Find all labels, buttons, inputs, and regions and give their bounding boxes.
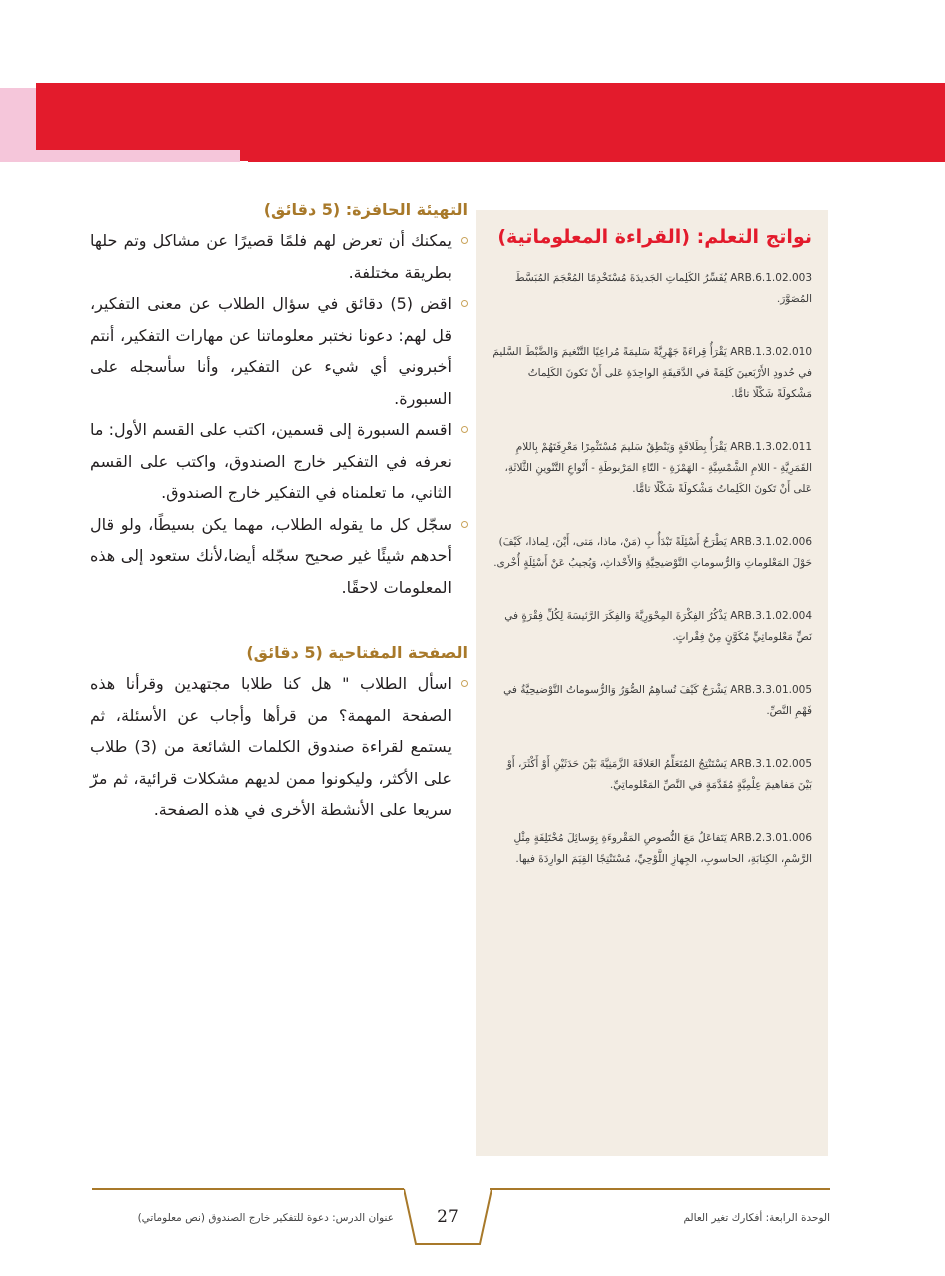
outcome-item [490,680,812,722]
bullet-circle-icon [461,237,468,244]
list-item [90,414,468,509]
outcome-item [490,437,812,500]
outcome-code: ARB.3.1.02.006 [730,536,812,548]
outcome-code: ARB.3.1.02.005 [730,758,812,770]
main-content [90,200,468,826]
list-item [90,225,468,288]
outcome-code: ARB.2.3.01.006 [730,832,812,844]
outcome-text: يَسْتَنْتِجُ المُتَعَلِّمُ العَلاقَةَ الزَّمَنِيَّةَ بَيْنَ حَدَثَيْنِ أَوْ أَكْثَرَ، أَوْ بَيْنَ مَفاهيمَ عِلْمِيَّةٍ مُقَدَّمَةٍ في النَّصِّ المَعْلوماتِيِّ. [506,758,812,791]
key-page-list [90,668,468,826]
outcome-item [490,342,812,405]
learning-outcomes-title: نواتج التعلم: (القراءة المعلوماتية) [497,226,812,248]
outcome-item [490,606,812,648]
outcome-text: يَذْكُرُ الفِكْرَةَ المِحْوَرِيَّةَ وَالفِكَرَ الرَّئيسَةَ لِكُلِّ فِقْرَةٍ في نَصٍّ مَعْلوماتِيٍّ مُكَوَّنٍ مِنْ فِقْراتٍ. [504,610,812,643]
list-item-text: يمكنك أن تعرض لهم فلمًا قصيرًا عن مشاكل وتم حلها بطريقة مختلفة. [90,231,452,282]
outcome-text: يَشْرَحُ كَيْفَ تُساهِمُ الصُّوَرُ وَالرُّسوماتُ التَّوْضيحِيَّةُ في فَهْمِ النَّصِّ. [503,684,812,717]
outcome-text: يَتَفاعَلُ مَعَ النُّصوصِ المَقْروءَةِ بِوَسائِلَ مُخْتَلِفَةٍ مِثْلِ الرَّسْمِ، الكِتابَةِ، الحاسوبِ، الجِهازِ اللَّوْحِيِّ، مُسْتَنْتِجًا القِيَمَ الوارِدَةَ فيها. [513,832,812,865]
outcome-text: يَطْرَحُ أَسْئِلَةً تَبْدَأُ بِ (مَنْ، ماذا، مَتى، أَيْنَ، لِماذا، كَيْفَ) حَوْلَ المَعْلوماتِ وَالرُّسوماتِ التَّوْضيحِيَّةِ وَالأَحْداثِ، وَيُجيبُ عَنْ أَسْئِلَةٍ أُخْرى. [493,536,812,569]
key-page-title: الصفحة المفتاحية (5 دقائق) [246,643,468,662]
bullet-circle-icon [461,680,468,687]
outcome-item [490,828,812,870]
list-item [90,509,468,604]
outcome-code: ARB.3.3.01.005 [730,684,812,696]
outcomes-list [490,268,812,870]
list-item [90,288,468,414]
banner-pink-bottom-left [0,150,240,162]
outcome-item [490,268,812,310]
bullet-circle-icon [461,300,468,307]
outcome-code: ARB.1.3.02.011 [730,441,812,453]
outcome-code: ARB.6.1.02.003 [730,272,812,284]
list-item [90,668,468,826]
footer-rule-left [92,1188,404,1190]
list-item-text: اسأل الطلاب " هل كنا طلابا مجتهدين وقرأنا هذه الصفحة المهمة؟ من قرأها وأجاب عن الأسئلة، ثم يستمع لقراءة صندوق الكلمات الشائعة من (3) طلاب على الأكثر، وليكونوا ممن لديهم مشكلات قرائية، ثم مرّ سريعا على الأنشطة الأخرى في هذه الصفحة. [90,674,452,819]
outcome-text: يَقْرَأُ بِطَلاقَةٍ وَيَنْطِقُ سَليمَ مُسْتَثْمِرًا مَعْرِفَتَهُمْ بِاللامِ القَمَرِيَّةِ - اللامِ الشَّمْسِيَّةِ - الهَمْزَةِ - التّاءِ المَرْبوطَةِ - أَنْواعِ التَّنْوينِ الثَّلاثَةِ، عَلى أَنْ تَكونَ الكَلِماتُ مَشْكولَةً شَكْلًا تامًّا. [504,441,812,495]
list-item-text: اقض (5) دقائق في سؤال الطلاب عن معنى التفكير، قل لهم: دعونا نختبر معلوماتنا عن مهارات التفكير، أنتم أخبروني أي شيء عن التفكير، وأنا سأسجله على السبورة. [90,294,452,408]
bullet-circle-icon [461,521,468,528]
bullet-circle-icon [461,426,468,433]
outcome-item [490,532,812,574]
list-item-text: سجّل كل ما يقوله الطلاب، مهما يكن بسيطًا، ولو قال أحدهم شيئًا غير صحيح سجّله أيضا،لأنك ستعود إلى هذه المعلومات لاحقًا. [90,514,452,597]
outcome-item [490,754,812,796]
page-number: 27 [437,1207,459,1227]
banner-red-bottom [248,150,945,162]
outcome-code: ARB.3.1.02.004 [730,610,812,622]
lesson-title: عنوان الدرس: دعوة للتفكير خارج الصندوق (نص معلوماتي) [137,1212,394,1224]
learning-outcomes-box [476,210,828,1156]
key-page-section [90,643,468,826]
footer-rule-right [490,1188,830,1190]
motivation-title: التهيئة الحافزة: (5 دقائق) [263,200,468,219]
outcome-text: يَقْرَأُ قِراءَةً جَهْرِيَّةً سَليمَةً مُراعِيًا التَّنْغيمَ وَالضَّبْطَ السَّليمَ في حُدودِ الأَرْبَعينَ كَلِمَةً في الدَّقيقَةِ الواحِدَةِ عَلى أَنْ تَكونَ الكَلِماتُ مَشْكولَةً شَكْلًا تامًّا. [492,346,812,400]
outcome-code: ARB.1.3.02.010 [730,346,812,358]
unit-title: الوحدة الرابعة: أفكارك تغير العالم [683,1212,830,1224]
motivation-section [90,200,468,603]
list-item-text: اقسم السبورة إلى قسمين، اكتب على القسم الأول: ما نعرفه في التفكير خارج الصندوق، واكتب على القسم الثاني، ما تعلمناه في التفكير خارج الصندوق. [90,420,452,502]
outcome-text: يُفَسِّرُ الكَلِماتِ الجَديدَةَ مُسْتَخْدِمًا المُعْجَمَ المُبَسَّطَ المُصَوَّرَ. [514,272,812,305]
motivation-list [90,225,468,603]
